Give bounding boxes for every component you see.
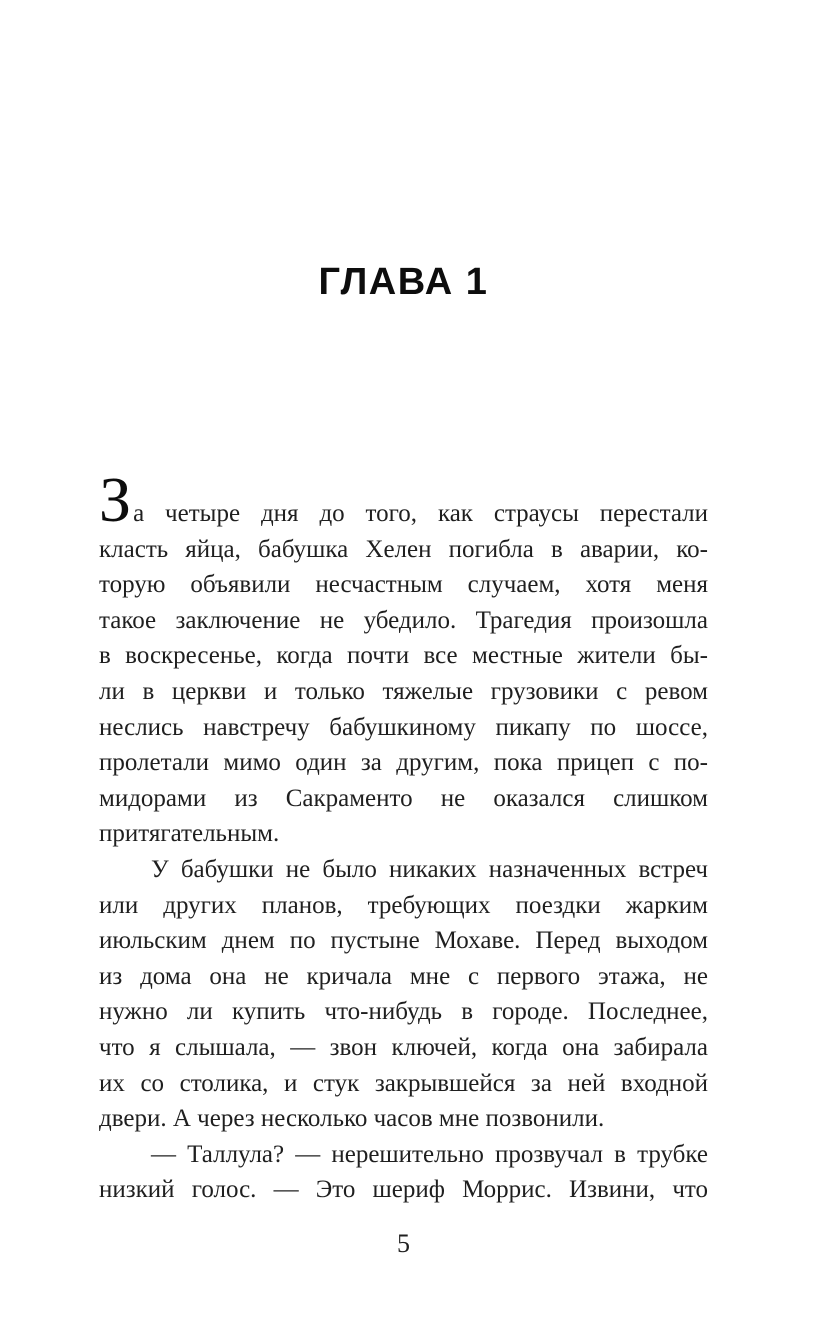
text-line: из дома она не кричала мне с первого этажа, не	[99, 962, 708, 990]
text-line: нужно ли купить что-нибудь в городе. Последнее,	[99, 998, 708, 1026]
text-line: У бабушки не было никаких назначенных встреч	[151, 855, 708, 883]
text-line: их со столика, и стук закрывшейся за ней входной	[99, 1069, 708, 1097]
paragraph	[99, 1137, 708, 1208]
text-line: пролетали мимо один за другим, пока прицеп с по-	[99, 749, 708, 777]
text-line: За четыре дня до того, как страусы перестали	[99, 464, 708, 535]
text-line: ли в церкви и только тяжелые грузовики с ревом	[99, 677, 708, 705]
text-line: — Таллула? — нерешительно прозвучал в трубке	[151, 1140, 708, 1168]
text-line: двери. А через несколько часов мне позвонили.	[99, 1105, 605, 1133]
text-line: низкий голос. — Это шериф Моррис. Извини, что	[99, 1176, 708, 1204]
text-line: или других планов, требующих поездки жарким	[99, 891, 708, 919]
drop-cap-letter: З	[99, 464, 132, 535]
text-line: класть яйца, бабушка Хелен погибла в аварии, ко-	[99, 535, 708, 563]
text-line: такое заключение не убедило. Трагедия произошла	[99, 606, 708, 634]
text-line: в воскресенье, когда почти все местные жители бы-	[99, 642, 708, 670]
page-number: 5	[397, 1229, 410, 1258]
text-line: июльским днем по пустыне Мохаве. Перед выходом	[99, 927, 708, 955]
text-line: притягательным.	[99, 820, 280, 848]
text-line: неслись навстречу бабушкиному пикапу по шоссе,	[99, 713, 708, 741]
chapter-title: ГЛАВА 1	[318, 261, 489, 303]
paragraph	[99, 852, 708, 1137]
body-text	[99, 464, 708, 1208]
text-line: что я слышала, — звон ключей, когда она забирала	[99, 1033, 708, 1061]
text-line: торую объявили несчастным случаем, хотя меня	[99, 571, 708, 599]
text-line: мидорами из Сакраменто не оказался слишком	[99, 784, 708, 812]
paragraph	[99, 464, 708, 852]
